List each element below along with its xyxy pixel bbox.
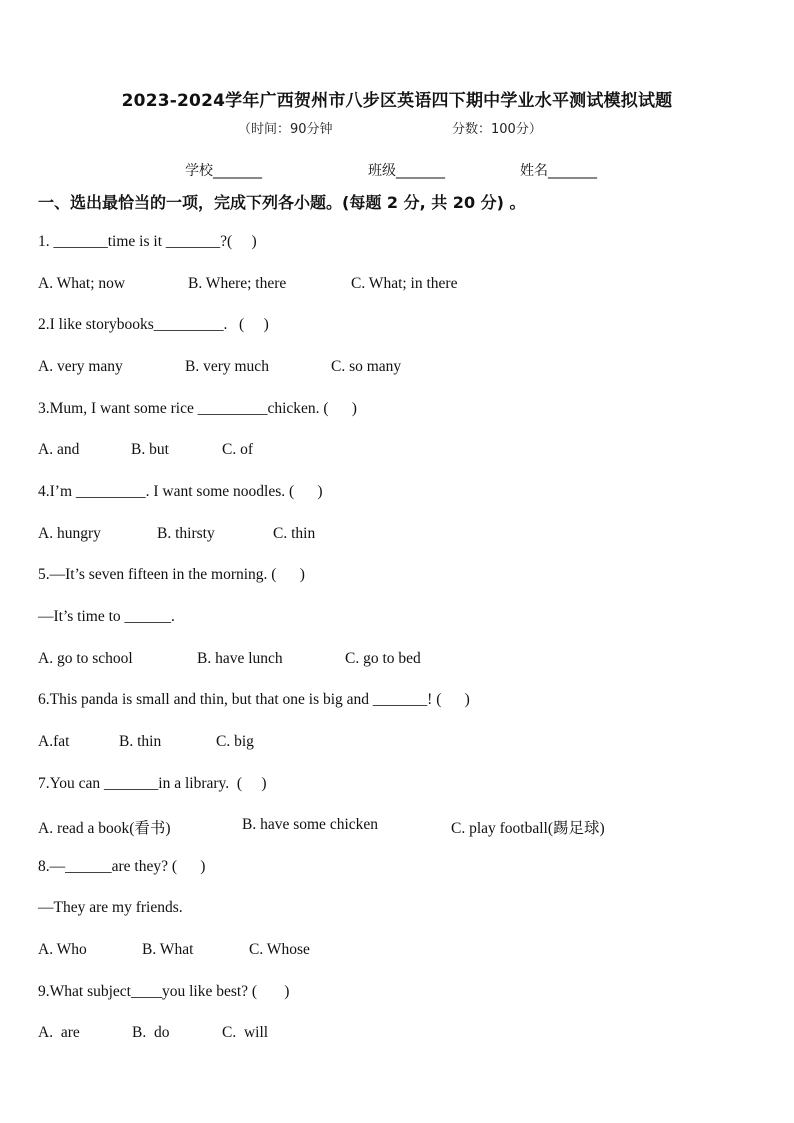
question-8-reply: —They are my friends. xyxy=(38,899,183,916)
q3-option-c[interactable]: C. of xyxy=(222,441,253,458)
q1-option-c[interactable]: C. What; in there xyxy=(351,275,458,292)
q3-option-a[interactable]: A. and xyxy=(38,441,80,458)
question-8: 8.—______are they? ( ) xyxy=(38,858,206,875)
q6-option-c[interactable]: C. big xyxy=(216,733,254,750)
q4-option-a[interactable]: A. hungry xyxy=(38,525,101,542)
q4-option-b[interactable]: B. thirsty xyxy=(157,525,215,542)
section-heading: 一、选出最恰当的一项，完成下列各小题。(每题 2 分, 共 20 分) 。 xyxy=(38,193,526,212)
question-7: 7.You can _______in a library. ( ) xyxy=(38,775,267,792)
q9-option-a[interactable]: A. are xyxy=(38,1024,80,1041)
q1-option-a[interactable]: A. What; now xyxy=(38,275,126,292)
q5-option-b[interactable]: B. have lunch xyxy=(197,650,283,667)
q9-option-c[interactable]: C. will xyxy=(222,1024,269,1041)
question-4: 4.I’m _________. I want some noodles. ( ) xyxy=(38,483,323,500)
q7-option-a[interactable]: A. read a book(看书) xyxy=(38,820,171,837)
question-3: 3.Mum, I want some rice _________chicken. ( ) xyxy=(38,400,357,417)
q2-option-c[interactable]: C. so many xyxy=(331,358,402,375)
q9-option-b[interactable]: B. do xyxy=(132,1024,170,1041)
name-field[interactable]: 姓名_______ xyxy=(520,163,597,179)
question-6: 6.This panda is small and thin, but that one is big and _______! ( ) xyxy=(38,691,470,708)
question-1: 1. _______time is it _______?( ) xyxy=(38,233,257,250)
time-label: （时间：90分钟 xyxy=(238,122,333,137)
question-5-reply: —It’s time to ______. xyxy=(38,608,175,625)
q8-option-b[interactable]: B. What xyxy=(142,941,194,958)
page-title: 2023-2024学年广西贺州市八步区英语四下期中学业水平测试模拟试题 xyxy=(121,91,673,111)
question-9: 9.What subject____you like best? ( ) xyxy=(38,983,290,1000)
q7-option-b[interactable]: B. have some chicken xyxy=(242,816,379,833)
q3-option-b[interactable]: B. but xyxy=(131,441,169,458)
q2-option-a[interactable]: A. very many xyxy=(38,358,123,375)
class-field[interactable]: 班级_______ xyxy=(368,163,445,179)
q1-option-b[interactable]: B. Where; there xyxy=(188,275,287,292)
question-5: 5.—It’s seven fifteen in the morning. ( ) xyxy=(38,566,305,583)
score-label: 分数：100分） xyxy=(452,122,542,137)
q2-option-b[interactable]: B. very much xyxy=(185,358,269,375)
q6-option-a[interactable]: A.fat xyxy=(38,733,70,750)
school-field[interactable]: 学校_______ xyxy=(185,163,262,179)
q7-option-c[interactable]: C. play football(踢足球) xyxy=(451,820,605,837)
q8-option-a[interactable]: A. Who xyxy=(38,941,87,958)
question-2: 2.I like storybooks_________. ( ) xyxy=(38,316,269,333)
q8-option-c[interactable]: C. Whose xyxy=(249,941,310,958)
q4-option-c[interactable]: C. thin xyxy=(273,525,316,542)
q5-option-c[interactable]: C. go to bed xyxy=(345,650,421,667)
q6-option-b[interactable]: B. thin xyxy=(119,733,162,750)
q5-option-a[interactable]: A. go to school xyxy=(38,650,133,667)
